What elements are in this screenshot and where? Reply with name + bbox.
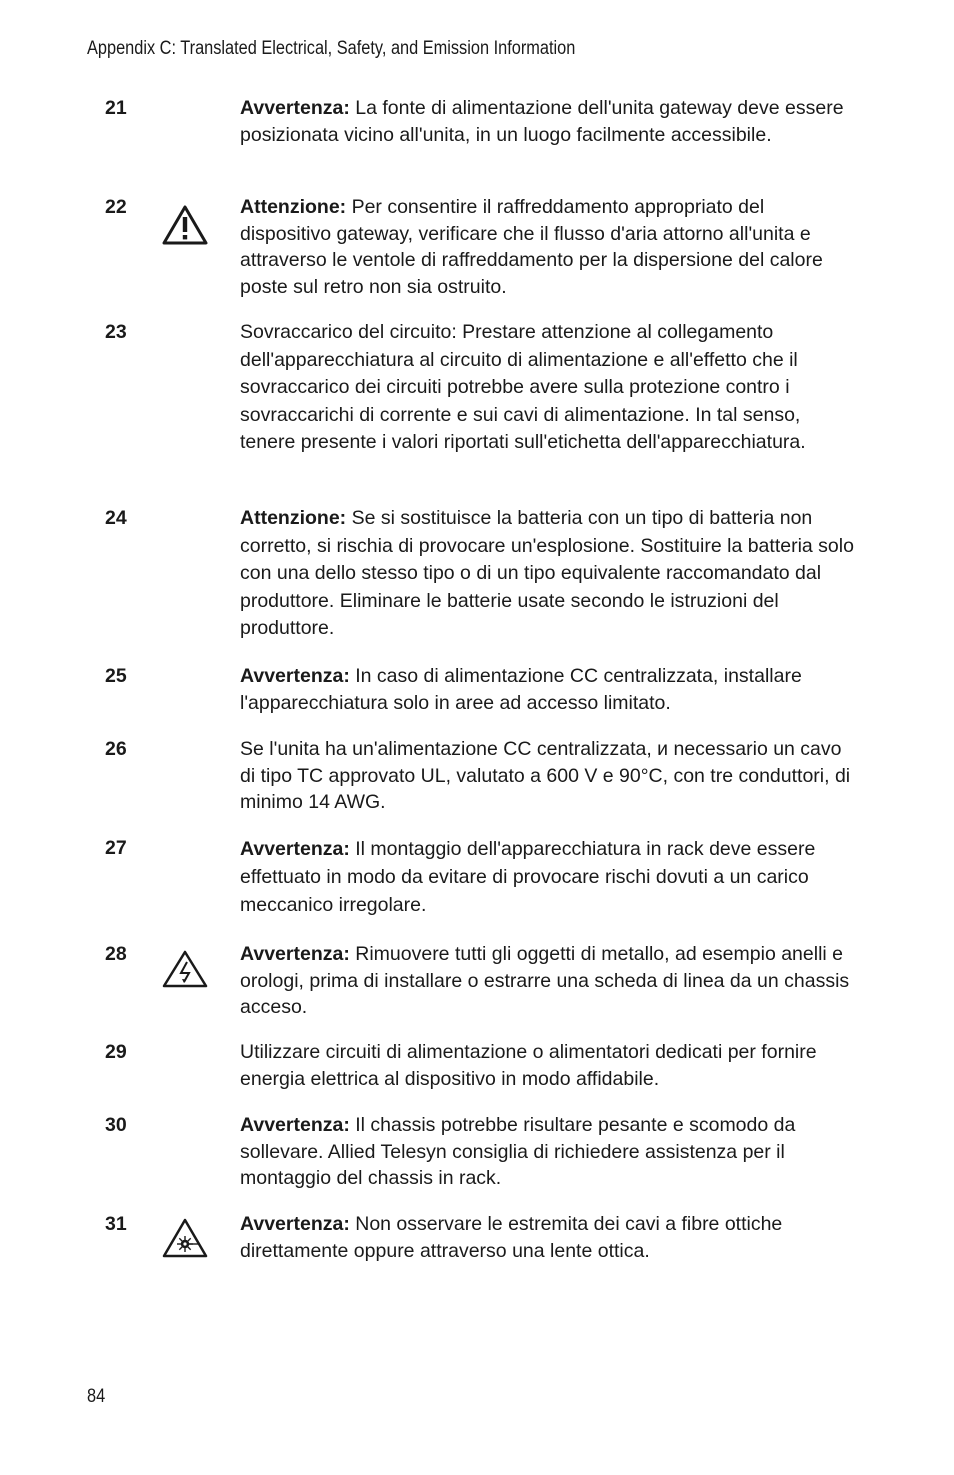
electrical-hazard-icon <box>162 949 208 994</box>
laser-hazard-icon <box>162 1217 208 1264</box>
item-number: 27 <box>105 837 127 859</box>
item-number: 29 <box>105 1041 127 1063</box>
item-text <box>240 736 855 816</box>
item-text <box>240 1039 855 1092</box>
item-body: Il montaggio dell'apparecchiatura in rack deve essere effettuato in modo da evitare di provocare rischi dovuti a un carico meccanico irregolare. <box>240 838 816 916</box>
item-number: 30 <box>105 1114 127 1136</box>
item-text <box>240 1211 855 1264</box>
item-number: 28 <box>105 943 127 965</box>
item-label: Avvertenza: <box>240 1114 350 1136</box>
item-number: 26 <box>105 738 127 760</box>
item-text <box>240 194 855 300</box>
item-label: Avvertenza: <box>240 97 350 119</box>
item-number: 23 <box>105 321 127 343</box>
item-text <box>240 95 855 148</box>
item-label: Attenzione: <box>240 507 347 529</box>
item-body: Se l'unita ha un'alimentazione CC centralizzata, и necessario un cavo di tipo TC approvato UL, valutato a 600 V e 90°C, con tre conduttori, di minimo 14 AWG. <box>240 738 851 813</box>
item-number: 25 <box>105 665 127 687</box>
item-number: 31 <box>105 1213 127 1235</box>
item-label: Avvertenza: <box>240 943 350 965</box>
item-body: La fonte di alimentazione dell'unita gateway deve essere posizionata vicino all'unita, in un luogo facilmente accessibile. <box>240 97 844 146</box>
item-body: Il chassis potrebbe risultare pesante e scomodo da sollevare. Allied Telesyn consiglia di richiedere assistenza per il montaggio del chassis in rack. <box>240 1114 796 1189</box>
running-header: Appendix C: Translated Electrical, Safety, and Emission Information <box>87 38 576 59</box>
item-number: 21 <box>105 97 127 119</box>
item-body: In caso di alimentazione CC centralizzata, installare l'apparecchiatura solo in aree ad accesso limitato. <box>240 665 802 714</box>
item-body: Sovraccarico del circuito: Prestare attenzione al collegamento dell'apparecchiatura al circuito di alimentazione e all'effetto che il sovraccarico dei circuiti potrebbe avere sulla protezione contro i sovraccarichi di corrente e sui cavi di alimentazione. In tal senso, tenere presente i valori riportati sull'etichetta dell'apparecchiatura. <box>240 321 806 453</box>
item-body: Se si sostituisce la batteria con un tipo di batteria non corretto, si rischia di provocare un'esplosione. Sostituire la batteria solo con una dello stesso tipo o di un tipo equivalente raccomandato dal produttore. Eliminare le batterie usate secondo le istruzioni del produttore. <box>240 507 854 639</box>
item-label: Avvertenza: <box>240 838 350 860</box>
caution-triangle-icon <box>162 204 208 251</box>
item-text <box>240 505 855 643</box>
item-label: Avvertenza: <box>240 665 350 687</box>
item-text <box>240 663 855 716</box>
item-text <box>240 319 855 457</box>
item-text <box>240 941 855 1021</box>
item-number: 22 <box>105 196 127 218</box>
item-body: Per consentire il raffreddamento appropriato del dispositivo gateway, verificare che il flusso d'aria attorno all'unita e attraverso le ventole di raffreddamento per la dispersione del calore poste sul retro non sia ostruito. <box>240 196 823 298</box>
item-text <box>240 1112 855 1192</box>
item-body: Non osservare le estremita dei cavi a fibre ottiche direttamente oppure attraverso una lente ottica. <box>240 1213 783 1262</box>
item-label: Avvertenza: <box>240 1213 350 1235</box>
item-label: Attenzione: <box>240 196 347 218</box>
item-body: Rimuovere tutti gli oggetti di metallo, ad esempio anelli e orologi, prima di installare o estrarre una scheda di linea da un chassis acceso. <box>240 943 850 1018</box>
item-number: 24 <box>105 507 127 529</box>
item-body: Utilizzare circuiti di alimentazione o alimentatori dedicati per fornire energia elettrica al dispositivo in modo affidabile. <box>240 1041 817 1090</box>
item-text <box>240 835 855 919</box>
page-number: 84 <box>87 1386 106 1407</box>
